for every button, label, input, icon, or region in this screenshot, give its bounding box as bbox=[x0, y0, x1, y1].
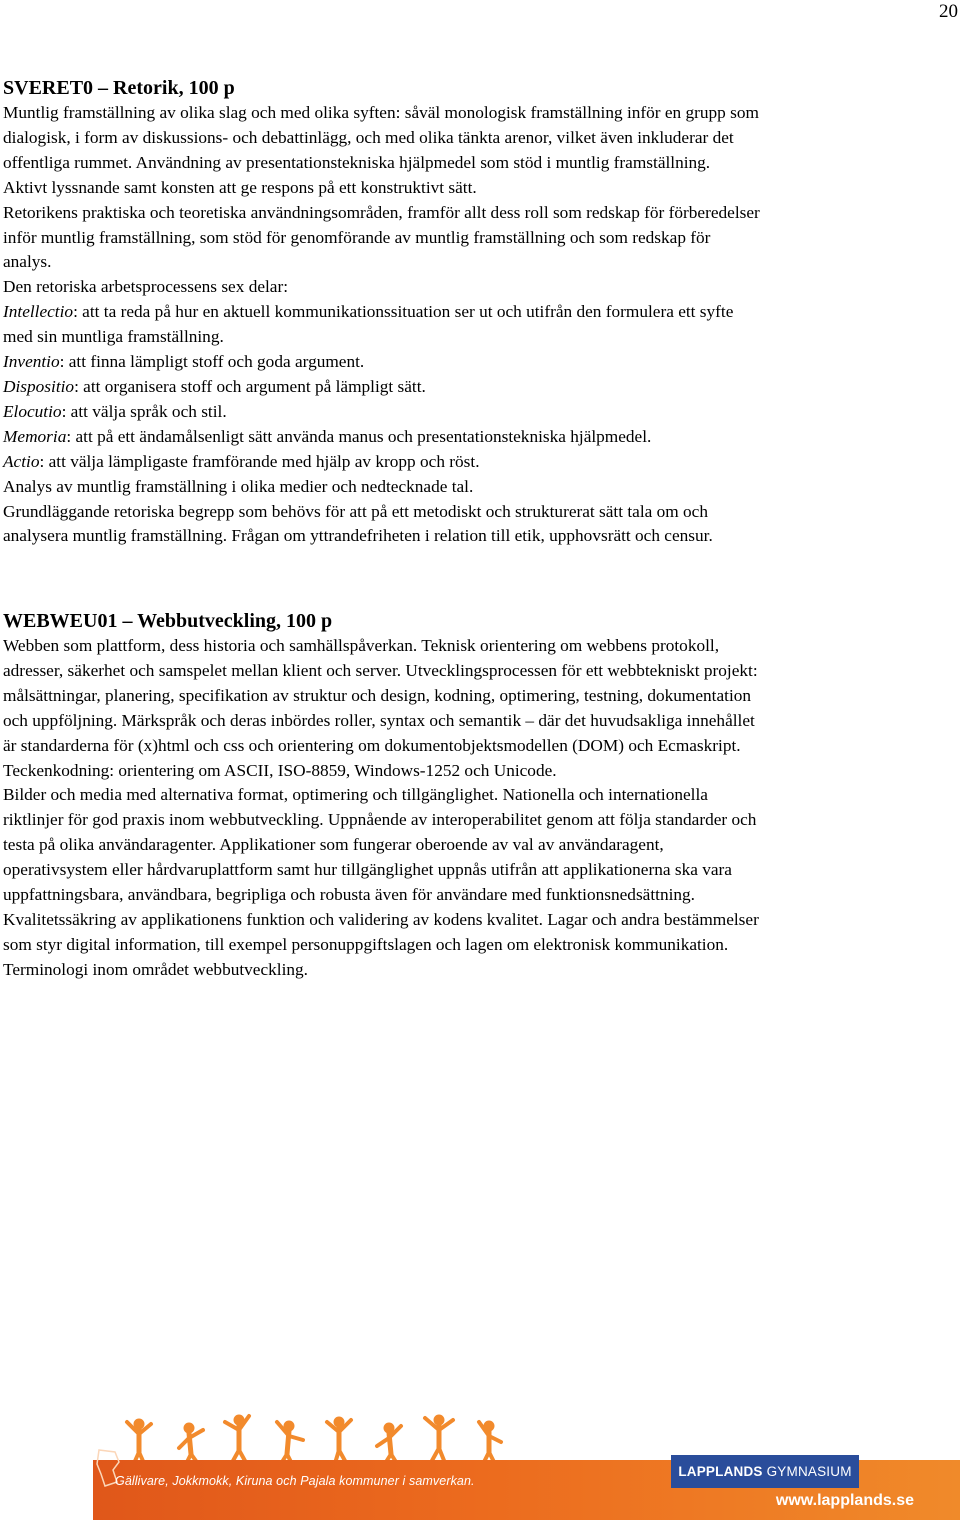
body-line: Webben som plattform, dess historia och samhällspåverkan. Teknisk orientering om webbens protokoll, bbox=[3, 636, 720, 655]
body-line: Analys av muntlig framställning i olika medier och nedtecknade tal. bbox=[3, 476, 474, 496]
body-line: Bilder och media med alternativa format, optimering och tillgänglighet. Nationella och internationella bbox=[3, 785, 708, 805]
footer-tagline: Gällivare, Jokkmokk, Kiruna och Pajala kommuner i samverkan. bbox=[115, 1474, 475, 1488]
body-line: Grundläggande retoriska begrepp som behövs för att på ett metodiskt och strukturerat sätt tala om och bbox=[3, 501, 708, 521]
definition: : att finna lämpligt stoff och goda argument. bbox=[59, 352, 365, 372]
logo-bold-text: LAPPLANDS bbox=[678, 1464, 763, 1479]
body-line: Kvalitetssäkring av applikationens funktion och validering av kodens kvalitet. Lagar och andra bestämmelser bbox=[3, 909, 759, 929]
footer-banner bbox=[93, 1412, 960, 1524]
definition: med sin muntliga framställning. bbox=[3, 327, 224, 347]
body-line: offentliga rummet. Användning av presentationstekniska hjälpmedel som stöd i muntlig framställning. bbox=[3, 152, 711, 172]
body-line: analysera muntlig framställning. Frågan om yttrandefriheten i relation till etik, upphovsrätt och censur. bbox=[3, 526, 713, 546]
logo-text: GYMNASIUM bbox=[762, 1464, 852, 1479]
process-part-intellectio bbox=[3, 300, 958, 325]
term: Inventio bbox=[3, 352, 60, 372]
body-line: inför muntlig framställning, som stöd för genomförande av muntlig framställning och som redskap för bbox=[3, 227, 711, 247]
body-line: operativsystem eller hårdvaruplattform samt hur tillgänglighet uppnås utifrån att applikationerna ska vara bbox=[3, 860, 732, 880]
body-line: är standarderna för (x)html och css och orientering om dokumentobjektsmodellen (DOM) och Ecmaskript. bbox=[3, 735, 741, 755]
term: Dispositio bbox=[3, 376, 75, 396]
definition: : att välja språk och stil. bbox=[61, 401, 227, 421]
lapplands-gymnasium-logo bbox=[671, 1455, 859, 1488]
body-line: adresser, säkerhet och samspelet mellan klient och server. Utvecklingsprocessen för ett webbtekniskt projekt: bbox=[3, 660, 758, 680]
process-part-continuation bbox=[3, 325, 958, 350]
body-line: Terminologi inom området webbutveckling. bbox=[3, 959, 308, 979]
term: Memoria bbox=[3, 426, 67, 446]
body-line: Den retoriska arbetsprocessens sex delar: bbox=[3, 277, 289, 297]
term: Elocutio bbox=[3, 401, 62, 421]
definition: : att välja lämpligaste framförande med hjälp av kropp och röst. bbox=[39, 451, 480, 471]
process-part-actio bbox=[3, 450, 958, 475]
definition: : att organisera stoff och argument på lämpligt sätt. bbox=[74, 376, 426, 396]
process-part-dispositio bbox=[3, 375, 958, 400]
section-heading: SVERET0 – Retorik, 100 p bbox=[3, 77, 235, 99]
website-link[interactable]: www.lapplands.se bbox=[775, 1492, 914, 1509]
body-line: riktlinjer för god praxis inom webbutveckling. Uppnående av interoperabilitet genom att följa standarder och bbox=[3, 810, 757, 830]
body-line: testa på olika användaragenter. Applikationer som fungerar oberoende av val av användaragent, bbox=[3, 835, 664, 855]
body-line: dialogisk, i form av diskussions- och debattinlägg, och med olika tänkta arenor, vilket även inkluderar det bbox=[3, 127, 734, 147]
course-section-webbutveckling bbox=[3, 608, 958, 983]
definition: : att på ett ändamålsenligt sätt använda manus och presentationstekniska hjälpmedel. bbox=[66, 426, 652, 446]
body-line: och uppföljning. Märkspråk och deras inbördes roller, syntax och semantik – där det huvudsakliga innehållet bbox=[3, 710, 755, 730]
body-line: målsättningar, planering, specifikation av struktur och design, kodning, optimering, testning, dokumentation bbox=[3, 685, 752, 705]
body-line: analys. bbox=[3, 252, 52, 272]
process-part-elocutio bbox=[3, 400, 958, 425]
process-part-memoria bbox=[3, 425, 958, 450]
body-line: som styr digital information, till exempel personuppgiftslagen och lagen om elektronisk kommunikation. bbox=[3, 934, 729, 954]
process-part-inventio bbox=[3, 350, 958, 375]
body-line: Retorikens praktiska och teoretiska användningsområden, framför allt dess roll som redskap för förberedelser bbox=[3, 202, 760, 222]
section-heading: WEBWEU01 – Webbutveckling, 100 p bbox=[3, 610, 333, 632]
page-number: 20 bbox=[939, 1, 958, 22]
term: Actio bbox=[3, 451, 40, 471]
term: Intellectio bbox=[3, 302, 74, 322]
body-line: Teckenkodning: orientering om ASCII, ISO-8859, Windows-1252 och Unicode. bbox=[3, 760, 557, 780]
body-line: Muntlig framställning av olika slag och med olika syften: såväl monologisk framställning inför en grupp som bbox=[3, 103, 759, 122]
definition: : att ta reda på hur en aktuell kommunikationssituation ser ut och utifrån den formulera ett syfte bbox=[73, 302, 734, 322]
body-line: Aktivt lyssnande samt konsten att ge respons på ett konstruktivt sätt. bbox=[3, 177, 477, 197]
course-section-retorik bbox=[3, 75, 958, 549]
body-line: uppfattningsbara, användbara, begripliga och robusta även för användare med funktionsnedsättning. bbox=[3, 885, 695, 905]
